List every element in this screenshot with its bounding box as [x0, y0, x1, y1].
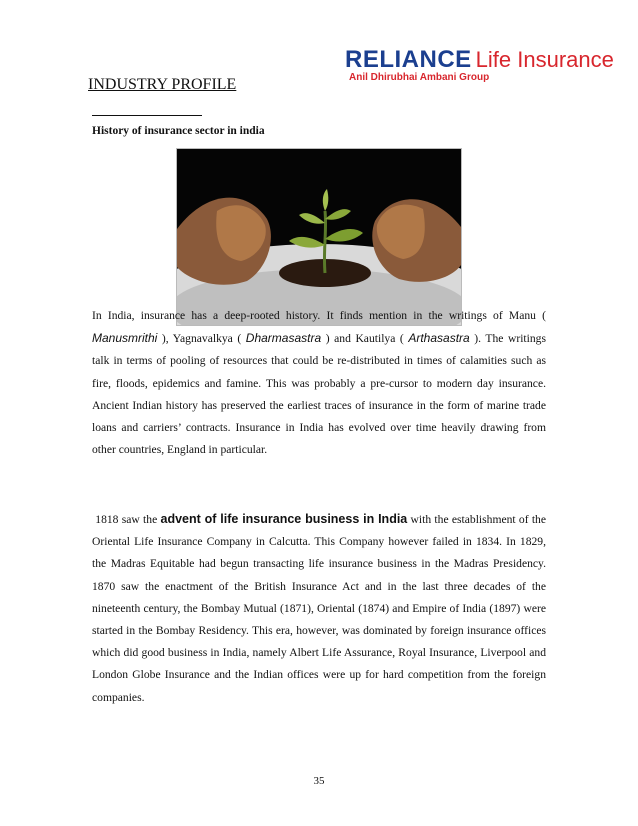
hands-planting-seedling-image: [176, 148, 462, 326]
subsection-heading: History of insurance sector in india: [92, 125, 265, 137]
brand-product: Life Insurance: [475, 47, 614, 72]
page-number: 35: [313, 775, 325, 787]
paragraph-life-insurance: 1818 saw the advent of life insurance business in India with the establishment of the Oriental Life Insurance Company in Calcutta. This Company however failed in 1834. In 1829, the Madras Equitable had begun transacting life insurance business in the Madras Presidency. 1870 saw the enactment of the British Insurance Act and in the last three decades of the nineteenth century, the Bombay Mutual (1871), Oriental (1874) and Empire of India (1897) were started in the Bombay Residency. This era, however, was dominated by foreign insurance offices which did good business in India, namely Albert Life Assurance, Royal Insurance, Liverpool and London Globe Insurance and the Indian offices were up for hard competition from the foreign companies.: [92, 512, 546, 704]
paragraph-history: In India, insurance has a deep-rooted history. It finds mention in the writings of Manu ( Manusmrithi ), Yagnavalkya ( Dharmasastra ) and Kautilya ( Arthasastra ). The writings talk in terms of pooling of resources that could be re-distributed in times of calamities such as fire, floods, epidemics and famine. This was probably a pre-cursor to modern day insurance. Ancient Indian history has preserved the earliest traces of insurance in the form of marine trade loans and carriers’ contracts. Insurance in India has evolved over time heavily drawing from other countries, England in particular.: [92, 309, 546, 457]
emphasis-phrase: advent of life insurance business in India: [160, 512, 408, 526]
section-heading: INDUSTRY PROFILE: [88, 76, 237, 93]
term-dharmasastra: Dharmasastra: [245, 331, 322, 346]
term-manusmrithi: Manusmrithi: [92, 331, 158, 346]
reliance-logo: [345, 46, 615, 86]
divider: [92, 115, 202, 116]
term-arthasastra: Arthasastra: [408, 331, 470, 346]
brand-group: Anil Dhirubhai Ambani Group: [349, 72, 490, 83]
brand-name: RELIANCE: [345, 46, 472, 73]
